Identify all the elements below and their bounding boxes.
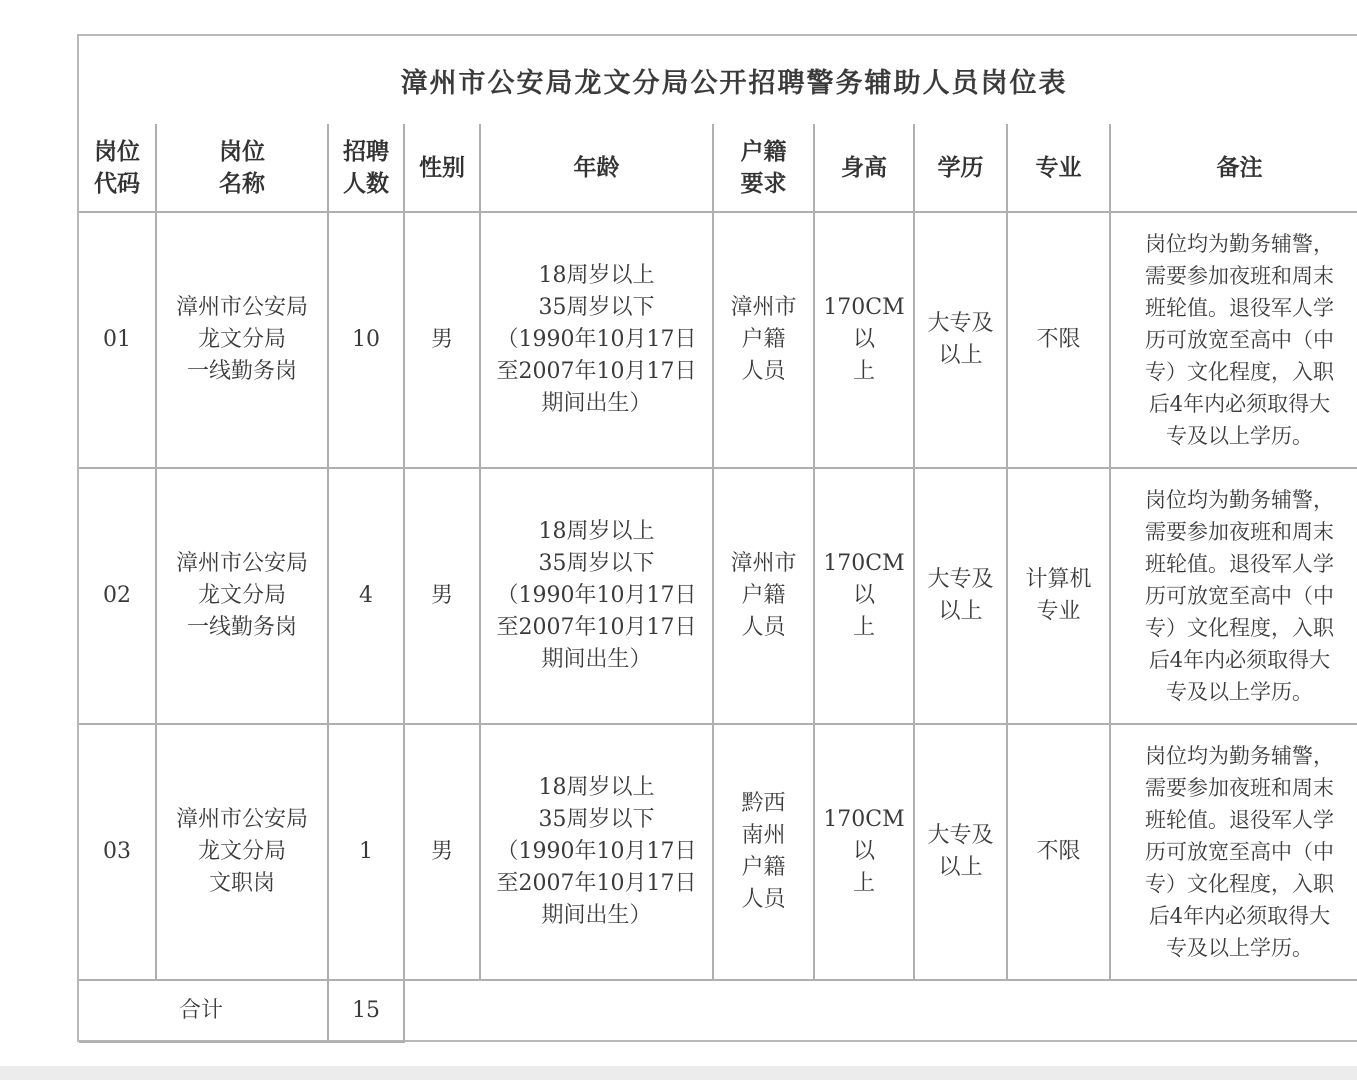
job-table: [79, 124, 1357, 1043]
cell-gender: 男: [404, 212, 480, 468]
bottom-band: [0, 1066, 1357, 1080]
header-major: 专业: [1007, 124, 1110, 212]
page-title: 漳州市公安局龙文分局公开招聘警务辅助人员岗位表: [400, 67, 1068, 99]
cell-code: 03: [79, 724, 156, 980]
cell-count: 1: [328, 724, 404, 980]
cell-remarks: 岗位均为勤务辅警， 需要参加夜班和周末 班轮值。退役军人学 历可放宽至高中（中 专）文化程度，入职 后4年内必须取得大 专及以上学历。: [1110, 212, 1357, 468]
cell-major: 不限: [1007, 724, 1110, 980]
header-code: 岗位 代码: [79, 124, 156, 212]
total-value: 15: [328, 980, 404, 1042]
cell-education: 大专及 以上: [914, 212, 1007, 468]
cell-hukou: 漳州市 户籍 人员: [713, 212, 814, 468]
table-row: [79, 212, 1357, 468]
cell-age: 18周岁以上 35周岁以下 （1990年10月17日 至2007年10月17日 期间出生）: [480, 468, 713, 724]
total-empty-cell: [404, 980, 1357, 1042]
cell-major: 不限: [1007, 212, 1110, 468]
cell-hukou: 漳州市 户籍 人员: [713, 468, 814, 724]
header-height: 身高: [814, 124, 914, 212]
total-label: 合计: [79, 980, 328, 1042]
cell-gender: 男: [404, 468, 480, 724]
cell-height: 170CM以 上: [814, 468, 914, 724]
cell-height: 170CM以 上: [814, 212, 914, 468]
cell-name: 漳州市公安局 龙文分局 文职岗: [156, 724, 328, 980]
header-education: 学历: [914, 124, 1007, 212]
cell-remarks: 岗位均为勤务辅警， 需要参加夜班和周末 班轮值。退役军人学 历可放宽至高中（中 专）文化程度，入职 后4年内必须取得大 专及以上学历。: [1110, 468, 1357, 724]
cell-hukou: 黔西 南州 户籍 人员: [713, 724, 814, 980]
header-hukou: 户籍 要求: [713, 124, 814, 212]
cell-major: 计算机 专业: [1007, 468, 1110, 724]
cell-education: 大专及 以上: [914, 724, 1007, 980]
cell-remarks: 岗位均为勤务辅警， 需要参加夜班和周末 班轮值。退役军人学 历可放宽至高中（中 专）文化程度，入职 后4年内必须取得大 专及以上学历。: [1110, 724, 1357, 980]
header-gender: 性别: [404, 124, 480, 212]
job-table-sheet: [77, 34, 1357, 1042]
cell-height: 170CM以 上: [814, 724, 914, 980]
header-count: 招聘 人数: [328, 124, 404, 212]
cell-age: 18周岁以上 35周岁以下 （1990年10月17日 至2007年10月17日 期间出生）: [480, 724, 713, 980]
cell-gender: 男: [404, 724, 480, 980]
table-row: [79, 724, 1357, 980]
cell-age: 18周岁以上 35周岁以下 （1990年10月17日 至2007年10月17日 期间出生）: [480, 212, 713, 468]
header-name: 岗位 名称: [156, 124, 328, 212]
cell-name: 漳州市公安局 龙文分局 一线勤务岗: [156, 212, 328, 468]
cell-code: 01: [79, 212, 156, 468]
table-row: [79, 468, 1357, 724]
cell-count: 10: [328, 212, 404, 468]
cell-code: 02: [79, 468, 156, 724]
header-age: 年龄: [480, 124, 713, 212]
total-row: [79, 980, 1357, 1042]
table-header-row: [79, 124, 1357, 212]
cell-name: 漳州市公安局 龙文分局 一线勤务岗: [156, 468, 328, 724]
cell-education: 大专及 以上: [914, 468, 1007, 724]
cell-count: 4: [328, 468, 404, 724]
header-remarks: 备注: [1110, 124, 1357, 212]
